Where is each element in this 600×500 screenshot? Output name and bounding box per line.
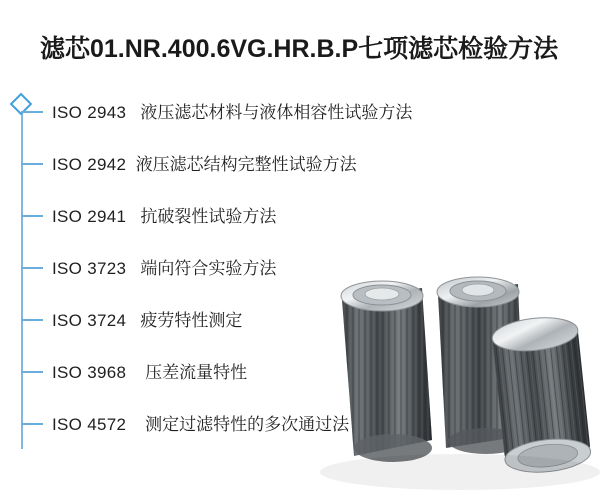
standard-label: 疲劳特性测定 (140, 310, 243, 330)
standard-label: 测定过滤特性的多次通过法 (145, 414, 350, 434)
bullet-dash-icon (21, 423, 43, 425)
list-item[interactable] (21, 138, 581, 190)
standard-label: 端向符合实验方法 (140, 258, 277, 278)
bullet-dash-icon (21, 371, 43, 373)
bullet-dash-icon (21, 319, 43, 321)
standard-code: ISO 2943 (52, 102, 127, 122)
list-item[interactable] (21, 346, 581, 398)
bullet-dash-icon (21, 111, 43, 113)
list-item-text (52, 312, 242, 329)
list-item-text (52, 364, 247, 381)
standard-code: ISO 2942 (52, 154, 127, 174)
list-item-text (52, 416, 349, 433)
standard-code: ISO 2941 (52, 206, 127, 226)
list-item[interactable] (21, 242, 581, 294)
list-item-text (52, 156, 357, 173)
standard-label: 液压滤芯结构完整性试验方法 (135, 154, 357, 174)
standard-label: 压差流量特性 (145, 362, 248, 382)
standard-code: ISO 3724 (52, 310, 127, 330)
standard-code: ISO 3968 (52, 362, 127, 382)
standard-label: 液压滤芯材料与液体相容性试验方法 (140, 102, 413, 122)
list-item-text (52, 208, 276, 225)
list-item-text (52, 260, 276, 277)
bullet-dash-icon (21, 163, 43, 165)
list-item[interactable] (21, 294, 581, 346)
bullet-dash-icon (21, 267, 43, 269)
bullet-dash-icon (21, 215, 43, 217)
inspection-method-list (21, 86, 581, 450)
standard-code: ISO 4572 (52, 414, 127, 434)
standard-label: 抗破裂性试验方法 (140, 206, 277, 226)
list-item-text (52, 104, 412, 121)
standard-code: ISO 3723 (52, 258, 127, 278)
list-item[interactable] (21, 190, 581, 242)
page-title: 滤芯01.NR.400.6VG.HR.B.P七项滤芯检验方法 (40, 35, 559, 63)
list-item[interactable] (21, 398, 581, 450)
list-item[interactable] (21, 86, 581, 138)
